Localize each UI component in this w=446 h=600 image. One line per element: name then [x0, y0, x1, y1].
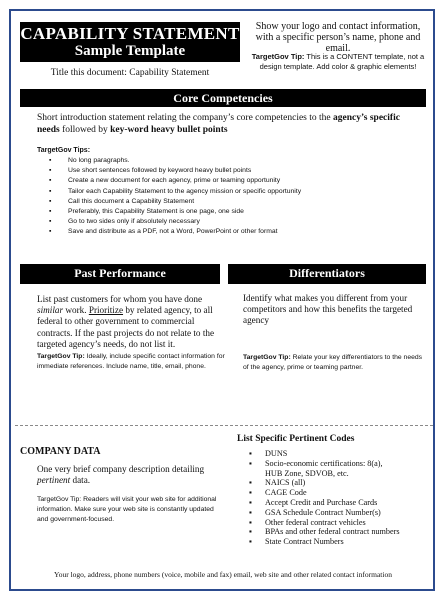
- code-text: State Contract Numbers: [265, 537, 344, 547]
- header-tip-label: TargetGov Tip:: [251, 52, 305, 61]
- list-item: [245, 518, 400, 528]
- diff-tip-label: TargetGov Tip:: [243, 354, 291, 361]
- company-text-2: data.: [70, 475, 91, 486]
- tip-text: Preferably, this Capability Statement is one page, one side: [68, 208, 244, 216]
- list-item: [245, 478, 400, 488]
- bullet-icon: ▪: [249, 497, 252, 507]
- list-item: [44, 227, 301, 237]
- code-text: Accept Credit and Purchase Cards: [265, 497, 378, 507]
- bullet-icon: ▪: [249, 527, 252, 537]
- bullet-icon: ▪: [49, 228, 52, 236]
- bullet-icon: ▪: [49, 218, 52, 226]
- diff-tip-text: Relate your key differentiators to the needs of the agency, prime or teaming partner.: [243, 354, 423, 371]
- differentiators-heading: Differentiators: [228, 264, 426, 284]
- code-text: Socio-economic certifications: 8(a),: [265, 458, 383, 468]
- core-tips-label: TargetGov Tips:: [37, 147, 91, 154]
- core-intro: [37, 112, 417, 136]
- list-item: [44, 156, 301, 166]
- list-item: [44, 176, 301, 186]
- past-performance-heading: Past Performance: [20, 264, 220, 284]
- company-tip: TargetGov Tip: Readers will visit your web site for additional information. Make sure your web site is constantly updated and government-focused.: [37, 496, 217, 523]
- list-item: [44, 166, 301, 176]
- differentiators-tip: [243, 353, 423, 373]
- list-item: [44, 197, 301, 207]
- past-tip-label: TargetGov Tip:: [37, 353, 85, 360]
- document-title: CAPABILITY STATEMENT: [20, 24, 240, 43]
- code-text: Other federal contract vehicles: [265, 517, 366, 527]
- tip-text: Create a new document for each agency, prime or teaming opportunity: [68, 177, 281, 185]
- code-text: NAICS (all): [265, 478, 306, 488]
- code-text: GSA Schedule Contract Number(s): [265, 507, 381, 517]
- company-data-heading: COMPANY DATA: [20, 446, 101, 457]
- list-item: [245, 537, 400, 547]
- document-subtitle: Sample Template: [74, 43, 186, 59]
- code-text: BPAs and other federal contract numbers: [265, 527, 400, 537]
- tip-text: No long paragraphs.: [68, 157, 130, 164]
- differentiators-text: Identify what makes you different from your competitors and how this benefits the targeted agency: [243, 293, 413, 326]
- core-tips-list: [44, 156, 301, 238]
- bullet-icon: ▪: [249, 478, 252, 488]
- past-text-3: by related agency, to all federal to other government to commercial contracts. If the past projects do not relate to the targeted agency’s needs, do not list it.: [37, 305, 215, 349]
- tip-text: Tailor each Capability Statement to the agency mission or specific opportunity: [68, 187, 302, 195]
- bullet-icon: ▪: [49, 208, 52, 216]
- list-item: [245, 498, 400, 508]
- bullet-icon: ▪: [49, 177, 52, 185]
- past-text-italic: similar: [37, 305, 64, 316]
- list-item: [245, 459, 400, 469]
- past-text-2: work.: [63, 305, 89, 316]
- code-text: HUB Zone, SDVOB, etc.: [265, 468, 349, 478]
- past-text-1: List past customers for whom you have done: [37, 294, 203, 304]
- company-text-1: One very brief company description detailing: [37, 464, 205, 474]
- list-item: [245, 527, 400, 537]
- list-item: [44, 187, 301, 197]
- list-item: [245, 469, 400, 479]
- bullet-icon: ▪: [249, 449, 252, 458]
- header-tip-text: This is a CONTENT template, not a design template. Add color & graphic elements!: [259, 52, 425, 71]
- bullet-icon: ▪: [49, 187, 52, 195]
- bullet-icon: ▪: [249, 488, 252, 498]
- bullet-icon: ▪: [49, 167, 52, 175]
- tip-text: Call this document a Capability Statement: [68, 197, 195, 205]
- tip-text: Save and distribute as a PDF, not a Word, PowerPoint or other format: [68, 228, 278, 236]
- list-item: [245, 449, 400, 459]
- bullet-icon: ▪: [249, 458, 252, 468]
- title-banner: [20, 22, 240, 62]
- code-text: CAGE Code: [265, 488, 307, 498]
- list-item: [245, 508, 400, 518]
- tip-text: Use short sentences followed by keyword heavy bullet points: [68, 167, 252, 175]
- footer-contact: Your logo, address, phone numbers (voice, mobile and fax) email, web site and other related contact information: [54, 570, 392, 579]
- core-intro-text: Short introduction statement relating the company’s core competencies to the: [37, 113, 333, 123]
- list-item: [44, 207, 301, 217]
- core-intro-bold-2: key-word heavy bullet points: [110, 125, 228, 135]
- core-intro-text-2: followed by: [59, 125, 111, 135]
- core-competencies-heading: Core Competencies: [20, 89, 426, 107]
- past-tip-text: Ideally, include specific contact information for immediate references. Include name, title, email, phone.: [37, 353, 225, 370]
- code-text: DUNS: [265, 449, 288, 458]
- past-performance-text: [37, 294, 217, 350]
- header-tip: [248, 52, 428, 72]
- company-text-italic: pertinent: [37, 475, 71, 486]
- section-divider: [15, 425, 433, 426]
- list-item: [245, 488, 400, 498]
- past-text-underline: Prioritize: [88, 305, 124, 316]
- bullet-icon: ▪: [249, 517, 252, 527]
- list-item: [44, 217, 301, 227]
- logo-instruction: Show your logo and contact information, with a specific person’s name, phone and email.: [255, 21, 421, 54]
- company-description: [37, 464, 212, 486]
- past-performance-tip: [37, 352, 227, 372]
- bullet-icon: ▪: [249, 537, 252, 547]
- doc-title-note: Title this document: Capability Statement: [50, 68, 210, 78]
- bullet-icon: ▪: [49, 197, 52, 205]
- bullet-icon: ▪: [249, 507, 252, 517]
- codes-list: [245, 449, 400, 547]
- bullet-icon: ▪: [49, 157, 52, 164]
- core-intro-bold: agency’s specific needs: [37, 113, 400, 135]
- codes-heading: List Specific Pertinent Codes: [237, 434, 355, 444]
- tip-text: Go to two sides only if absolutely necessary: [68, 218, 200, 226]
